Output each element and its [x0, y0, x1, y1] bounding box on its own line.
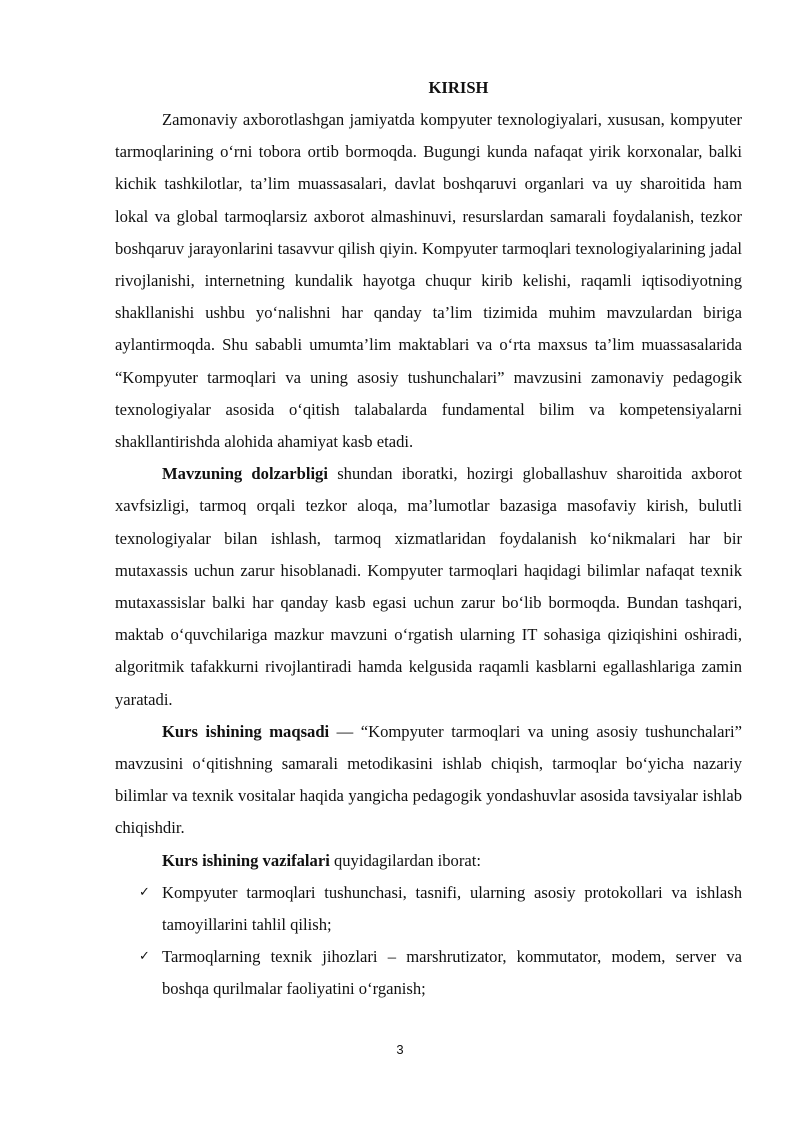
- section-heading: KIRISH: [428, 78, 489, 97]
- task-text: Kompyuter tarmoqlari tushunchasi, tasnifi, ularning asosiy protokollari va ishlash tamoyillarini tahlil qilish;: [162, 882, 742, 935]
- tasks-intro-text: quyidagilardan iborat:: [329, 850, 481, 870]
- tasks-label: Kurs ishining vazifalari: [162, 850, 330, 870]
- relevance-text: shundan iboratki, hozirgi globallashuv sharoitida axborot xavfsizligi, tarmoq orqali tezkor aloqa, ma’lumotlar bazasiga masofaviy kirish, bulutli texnologiyalar bilan ishlash, tarmoq xizmatlaridan foydalanish ko‘nikmalari har bir mutaxassis uchun zarur hisoblanadi. Kompyuter tarmoqlari haqidagi bilimlar nafaqat texnik mutaxassislar balki har qanday kasb egasi uchun zarur bo‘lib bormoqda. Bundan tashqari, maktab o‘quvchilariga mazkur mavzuni o‘rgatish ularning IT sohasiga qiziqishini oshiradi, algoritmik tafakkurni rivojlantiradi hamda kelgusida raqamli kasblarni egallashlariga zamin yaratadi.: [115, 464, 742, 709]
- page-number: 3: [396, 1042, 404, 1057]
- intro-paragraph: Zamonaviy axborotlashgan jamiyatda kompyuter texnologiyalari, xususan, kompyuter tarmoqlarining o‘rni tobora ortib bormoqda. Bugungi kunda nafaqat yirik korxonalar, balki kichik tashkilotlar, ta’lim muassasalari, davlat boshqaruvi organlari va uy sharoitida ham lokal va global tarmoqlarsiz axborot almashinuvi, resurslardan samarali foydalanish, tezkor boshqaruv jarayonlarini tasavvur qilish qiyin. Kompyuter tarmoqlari texnologiyalarining jadal rivojlanishi, internetning kundalik hayotga chuqur kirib kelishi, raqamli iqtisodiyotning shakllanishi ushbu yo‘nalishni har qanday ta’lim tizimida muhim mavzulardan biriga aylantirmoqda. Shu sababli umumta’lim maktablari va o‘rta maxsus ta’lim muassasalarida “Kompyuter tarmoqlari va uning asosiy tushunchalari” mavzusini zamonaviy pedagogik texnologiyalar asosida o‘qitish talabalarda fundamental bilim va kompetensiyalarni shakllantirishda alohida ahamiyat kasb etadi.: [115, 110, 742, 452]
- list-item: [115, 941, 742, 1005]
- tasks-intro-paragraph: [115, 845, 742, 877]
- goal-text: — “Kompyuter tarmoqlari va uning asosiy tushunchalari” mavzusini o‘qitishning samarali metodikasini ishlab chiqish, tarmoqlar bo‘yicha nazariy bilimlar va texnik vositalar haqida yangicha pedagogik yondashuvlar asosida tavsiyalar ishlab chiqishdir.: [115, 721, 742, 838]
- relevance-paragraph: [115, 458, 742, 716]
- document-page: [115, 72, 742, 1006]
- tasks-list: [115, 877, 742, 1006]
- relevance-label: Mavzuning dolzarbligi: [162, 464, 328, 484]
- goal-paragraph: [115, 716, 742, 845]
- check-mark-icon: ✓: [139, 884, 150, 900]
- list-item: [115, 877, 742, 941]
- check-mark-icon: ✓: [139, 949, 150, 965]
- task-text: Tarmoqlarning texnik jihozlari – marshrutizator, kommutator, modem, server va boshqa qurilmalar faoliyatini o‘rganish;: [162, 947, 742, 999]
- goal-label: Kurs ishining maqsadi: [162, 721, 330, 741]
